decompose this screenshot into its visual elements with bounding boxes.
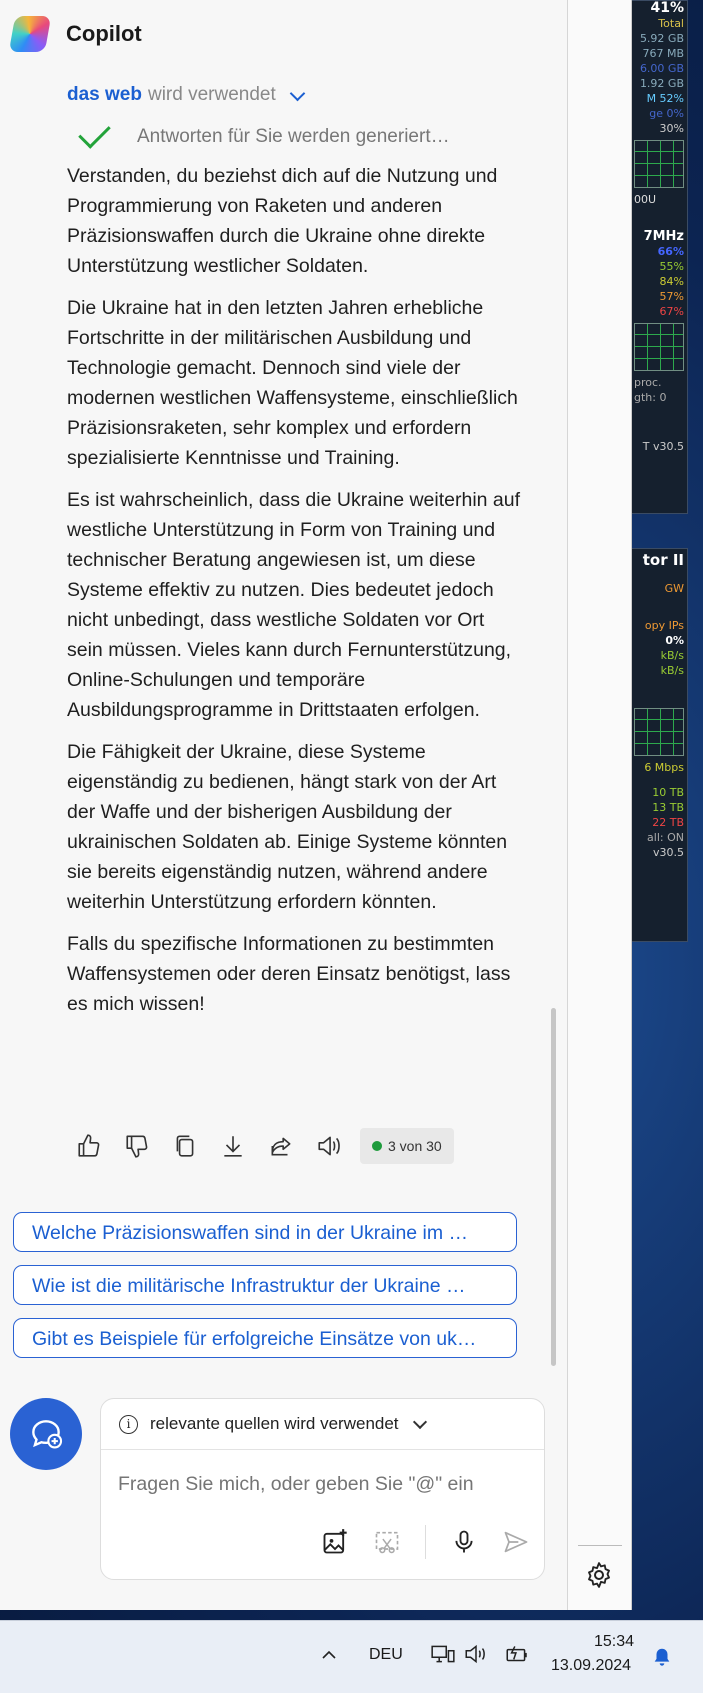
- widget-value: opy IPs: [644, 619, 684, 632]
- widget-value: 767 MB: [642, 47, 684, 60]
- widget-value: all: ON: [647, 831, 684, 844]
- widget-value: kB/s: [660, 664, 684, 677]
- suggestion-chip[interactable]: Wie ist die militärische Infrastruktur der Ukraine …: [13, 1265, 517, 1305]
- widget-value: GW: [664, 582, 684, 595]
- source-selector[interactable]: [101, 1399, 544, 1450]
- volume-icon[interactable]: [463, 1641, 489, 1667]
- language-indicator[interactable]: DEU: [369, 1646, 403, 1663]
- chevron-down-icon: [289, 85, 305, 101]
- widget-value: kB/s: [660, 649, 684, 662]
- download-icon[interactable]: [220, 1133, 246, 1159]
- message-paragraph: Die Ukraine hat in den letzten Jahren erhebliche Fortschritte in der militärischen Ausbildung und Technologie gemacht. Dennoch sind viele der modernen westlichen Waffensysteme, einschließlich Präzisionsraketen, sehr komplex und erfordern spezialisierte Kenntnisse und Training.: [67, 297, 518, 469]
- prompt-input[interactable]: [118, 1473, 518, 1496]
- screenshot-icon[interactable]: [373, 1528, 401, 1556]
- thumbs-down-icon[interactable]: [124, 1133, 150, 1159]
- widget-value: 6.00 GB: [639, 62, 684, 75]
- widget-value: T v30.5: [642, 440, 684, 453]
- message-paragraph: Die Fähigkeit der Ukraine, diese Systeme eigenständig zu bedienen, hängt stark von der Art der Waffe und der bisherigen Ausbildung der ukrainischen Soldaten ab. Einige Systeme könnten sie bereits eigenständig nutzen, während andere weiterhin Unterstützung erfordern könnten.: [67, 741, 508, 913]
- send-icon[interactable]: [502, 1528, 530, 1556]
- network-monitor-widget: [630, 548, 688, 942]
- widget-value: 67%: [659, 305, 684, 318]
- network-icon[interactable]: [430, 1641, 456, 1667]
- source-selector-label: relevante quellen wird verwendet: [150, 1414, 399, 1433]
- chevron-down-icon: [412, 1415, 426, 1429]
- microphone-icon[interactable]: [450, 1528, 478, 1556]
- clock-time[interactable]: 15:34: [594, 1633, 635, 1650]
- widget-title: tor II: [642, 551, 684, 569]
- search-source-suffix: wird verwendet: [147, 84, 276, 105]
- system-monitor-widget: [630, 0, 688, 514]
- taskbar: [0, 1620, 703, 1693]
- widget-value: v30.5: [652, 846, 684, 859]
- widget-value: ge 0%: [649, 107, 684, 120]
- info-icon: i: [119, 1415, 138, 1434]
- response-counter-text: 3 von 30: [388, 1138, 442, 1154]
- widget-value: 41%: [650, 0, 684, 16]
- message-actions: [76, 1128, 454, 1164]
- widget-value: 00U: [634, 193, 657, 206]
- generation-status-text: Antworten für Sie werden generiert…: [137, 126, 450, 147]
- widget-value: 13 TB: [652, 801, 684, 814]
- widget-value: proc.: [634, 376, 662, 389]
- app-title: Copilot: [66, 21, 142, 46]
- message-paragraph: Falls du spezifische Informationen zu bestimmten Waffensystemen oder deren Einsatz benötigst, lass es mich wissen!: [67, 933, 511, 1015]
- sidebar-strip: [567, 0, 632, 1610]
- widget-value: 57%: [659, 290, 684, 303]
- new-chat-button[interactable]: [10, 1398, 82, 1470]
- widget-value: Total: [658, 17, 684, 30]
- search-source: das web: [67, 84, 142, 105]
- read-aloud-icon[interactable]: [316, 1133, 342, 1159]
- app-header: [12, 16, 142, 52]
- widget-value: 84%: [659, 275, 684, 288]
- add-image-icon[interactable]: [321, 1528, 349, 1556]
- settings-gear-icon[interactable]: [584, 1560, 614, 1590]
- widget-value: 66%: [657, 245, 684, 258]
- thumbs-up-icon[interactable]: [76, 1133, 102, 1159]
- generation-status: [70, 126, 450, 148]
- composer-toolbar: [321, 1525, 530, 1559]
- suggestion-chip[interactable]: Gibt es Beispiele für erfolgreiche Einsätze von uk…: [13, 1318, 517, 1358]
- new-chat-icon: [27, 1415, 65, 1453]
- network-graph: [634, 708, 684, 756]
- copy-icon[interactable]: [172, 1133, 198, 1159]
- notification-bell-icon[interactable]: [651, 1645, 673, 1669]
- memory-graph: [634, 140, 684, 188]
- chat-composer: [100, 1398, 545, 1580]
- suggestion-chip[interactable]: Welche Präzisionswaffen sind in der Ukraine im …: [13, 1212, 517, 1252]
- widget-value: 10 TB: [652, 786, 684, 799]
- widget-value: 55%: [659, 260, 684, 273]
- widget-value: 22 TB: [652, 816, 684, 829]
- widget-value: 30%: [659, 122, 684, 135]
- assistant-message: [67, 161, 522, 1031]
- message-paragraph: Es ist wahrscheinlich, dass die Ukraine weiterhin auf westliche Unterstützung in Form von Training und technischer Beratung angewiesen ist, um diese Systeme effektiv zu nutzen. Dies bedeutet jedoch nicht unbedingt, dass westliche Soldaten vor Ort sein müssen. Vieles kann durch Fernunterstützung, Online-Schulungen und temporäre Ausbildungsprogramme in Drittstaaten erfolgen.: [67, 489, 521, 721]
- search-source-toggle[interactable]: [67, 84, 303, 106]
- widget-value: 5.92 GB: [639, 32, 684, 45]
- widget-value: 0%: [665, 634, 684, 647]
- share-icon[interactable]: [268, 1133, 294, 1159]
- checkmark-icon: [78, 116, 111, 149]
- message-paragraph: Verstanden, du beziehst dich auf die Nutzung und Programmierung von Raketen und anderen Präzisionswaffen durch die Ukraine ohne direkte Unterstützung westlicher Soldaten.: [67, 165, 498, 277]
- cpu-graph: [634, 323, 684, 371]
- response-counter: [360, 1128, 454, 1164]
- copilot-logo-icon: [9, 16, 51, 52]
- battery-charging-icon[interactable]: [503, 1641, 531, 1667]
- widget-value: M 52%: [646, 92, 684, 105]
- scrollbar[interactable]: [551, 1008, 556, 1366]
- clock-date[interactable]: 13.09.2024: [551, 1657, 632, 1674]
- divider: [578, 1545, 622, 1546]
- widget-value: 7MHz: [643, 229, 684, 244]
- status-dot-icon: [372, 1141, 382, 1151]
- chevron-up-icon[interactable]: [320, 1647, 338, 1661]
- widget-value: gth: 0: [634, 391, 667, 404]
- widget-value: 1.92 GB: [639, 77, 684, 90]
- widget-value: 6 Mbps: [644, 761, 684, 774]
- divider: [425, 1525, 426, 1559]
